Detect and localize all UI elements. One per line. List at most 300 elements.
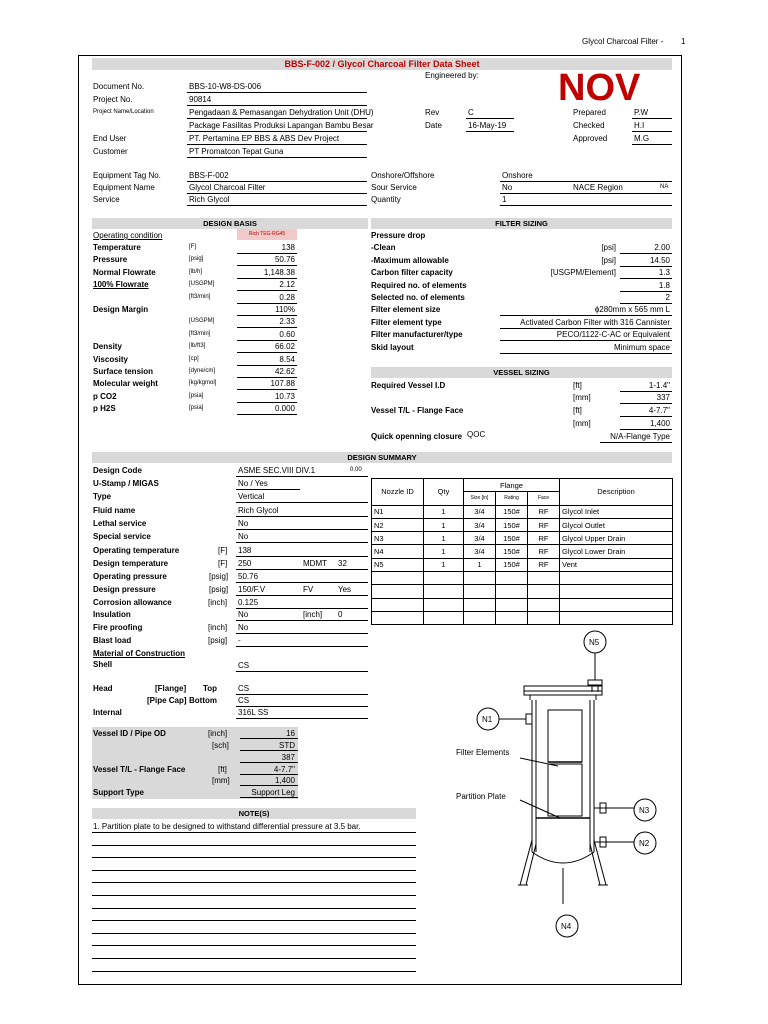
design-code-label: Design Code [93,466,142,475]
operating-press-unit: [psig] [209,572,229,581]
nozzle-id [372,585,424,598]
nozzle-size: 3/4 [464,518,496,531]
vessel-tl-ft: 4-7.7" [648,406,670,415]
nozzle-rating: 150# [496,545,528,558]
insulation-unit: [inch] [303,610,323,619]
operating-condition-label: Operating condition [93,231,163,240]
nozzle-id [372,598,424,611]
nozzle-header-size: Size [in] [464,492,496,505]
filter-sizing-unit: [USGPM/Element] [550,268,616,278]
nozzle-desc: Glycol Outlet [560,518,673,531]
nozzle-face: RF [528,558,560,571]
filter-sizing-unit: [psi] [601,243,616,253]
design-basis-unit: [psig] [189,256,204,263]
nozzle-face: RF [528,518,560,531]
design-basis-value: 1,148.38 [263,267,295,277]
nozzle-desc: Vent [560,558,673,571]
vessel-id-label: Required Vessel I.D [371,381,446,390]
design-basis-label: Surface tension [93,367,154,376]
nozzle-qty [424,585,464,598]
approved-label: Approved [573,134,608,143]
partition-plate-label: Partition Plate [456,792,506,801]
design-basis-underline [237,340,297,341]
ustamp: No / Yes [238,479,268,488]
checked: H.I [634,121,645,130]
approved: M.G [634,134,650,143]
nozzle-row [372,532,673,545]
lethal-service-label: Lethal service [93,519,147,528]
mdmt: 32 [338,559,347,568]
service-label: Service [93,195,120,204]
qoc-label: Quick openning closure [371,432,463,441]
filter-sizing-unit: [psi] [601,255,616,265]
operating-temp-label: Operating temperature [93,546,180,555]
filter-sizing-value: 2 [665,293,670,302]
design-basis-underline [237,414,297,415]
filter-sizing-underline [500,340,672,341]
nozzle-qty [424,572,464,585]
note-line [92,971,416,972]
nozzle-qty: 1 [424,545,464,558]
design-basis-value: 0.000 [274,404,295,414]
sheet-title: BBS-F-002 / Glycol Charcoal Filter Data Sheet [92,58,672,70]
nozzle-qty: 1 [424,505,464,518]
nozzle-id: N1 [372,505,424,518]
head-top-value: CS [238,684,250,693]
sour-service: No [502,183,513,192]
design-basis-unit: [cp] [189,355,199,362]
nozzle-rating: 150# [496,518,528,531]
filter-sizing-value: 1.8 [658,280,670,290]
onshore: Onshore [502,171,533,180]
design-basis-value: 2.33 [279,317,295,327]
design-basis-label: p CO2 [93,391,117,401]
nozzle-qty: 1 [424,532,464,545]
head-bottom: Bottom [189,696,217,705]
design-basis-value: 110% [275,305,295,314]
nozzle-qty: 1 [424,518,464,531]
filter-sizing-value: 14.50 [649,255,670,265]
document-no-label: Document No. [93,82,145,91]
nozzle-size: 1 [464,558,496,571]
fv: Yes [338,585,352,594]
page-number: 1 [681,37,686,46]
rev: C [468,108,474,117]
blast-load: - [238,636,241,645]
equipment-tag-label: Equipment Tag No. [93,171,161,180]
nozzle-size: 3/4 [464,505,496,518]
design-basis-unit: [ft3/min] [189,293,211,300]
corrosion-allowance-unit: [inch] [208,598,228,607]
fluid-name: Rich Glycol [238,506,279,515]
note-line [92,945,416,946]
design-basis-value: 0.60 [279,329,295,339]
filter-sizing-underline [620,266,672,267]
corrosion-allowance: 0.125 [238,598,259,607]
design-basis-underline [237,278,297,279]
service: Rich Glycol [189,195,230,204]
n5-label: N5 [589,638,600,647]
nozzle-id: N5 [372,558,424,571]
vessel-id-od-unit: [inch] [208,729,228,738]
filter-sizing-underline [500,315,672,316]
shell: CS [238,661,250,670]
design-temp-unit: [F] [218,559,228,568]
filter-sizing-value: PECO/1122-C-AC or Equivalent [556,330,670,340]
nozzle-id: N3 [372,532,424,545]
filter-sizing-label: Required no. of elements [371,280,467,290]
filter-sizing-underline [500,353,672,354]
note-line [92,908,416,909]
filter-sizing-underline [620,253,672,254]
blast-load-unit: [psig] [208,636,228,645]
n3-label: N3 [639,806,650,815]
special-service: No [238,532,249,541]
design-basis-underline [237,402,297,403]
nozzle-qty [424,611,464,624]
vessel-id-mm-unit: [mm] [573,393,591,402]
design-basis-underline [237,290,297,291]
nozzle-row [372,518,673,531]
qoc-value: N/A-Flange Type [610,432,670,441]
vessel-id-mm: 387 [281,753,295,762]
nozzle-desc: Glycol Inlet [560,505,673,518]
project-name-1: Pengadaan & Pemasangan Dehydration Unit (DHU) [189,108,374,117]
end-user: PT. Pertamina EP BBS & ABS Dev Project [189,134,340,143]
date: 16-May-19 [468,121,507,130]
equipment-tag: BBS-F-002 [189,171,229,180]
document-no: BBS-10-W8-DS-006 [189,82,262,91]
note-line [92,933,416,934]
nozzle-qty [424,598,464,611]
nozzle-row [372,598,673,611]
design-basis-value: 8.54 [279,354,295,364]
design-basis-label: Normal Flowrate [93,267,156,277]
filter-sizing-label: -Clean [371,243,396,253]
date-label: Date [425,121,442,130]
design-basis-underline [237,352,297,353]
design-basis-unit: [dyne/cm] [189,368,216,374]
design-basis-label: 100% Flowrate [93,280,149,290]
nozzle-rating: 150# [496,505,528,518]
vessel-tl-summary-label: Vessel T/L - Flange Face [93,765,186,774]
design-basis-value: 107.88 [270,379,295,389]
filter-sizing-underline [500,328,672,329]
engineered-by-label: Engineered by: [425,71,479,80]
design-press: 150/F.V [238,585,266,594]
nov-logo [556,68,674,106]
filter-sizing-value: Minimum space [613,342,670,352]
filter-sizing-value: Activated Carbon Filter with 316 Cannister [520,317,670,327]
nozzle-header-rating: Rating [496,492,528,505]
blast-load-label: Blast load [93,636,132,645]
nozzle-id [372,572,424,585]
note-line [92,857,416,858]
head-top: Top [203,684,218,693]
operating-press: 50.76 [238,572,259,581]
design-basis-unit: [kg/kgmol] [189,380,217,387]
filter-sizing-label: Pressure drop [371,231,426,240]
nozzle-qty: 1 [424,558,464,571]
nozzle-header-row [372,479,673,492]
design-basis-underline [237,315,297,316]
end-user-label: End User [93,134,127,143]
mdmt-label: MDMT [303,559,327,568]
nozzle-size [464,598,496,611]
checked-label: Checked [573,121,605,130]
design-basis-value: 138 [281,243,295,252]
operating-press-label: Operating pressure [93,572,167,581]
design-basis-unit: [lb/h] [189,268,203,275]
nozzle-size: 3/4 [464,532,496,545]
nozzle-desc [560,572,673,585]
vessel-tl-mm-unit: [mm] [573,419,591,428]
design-basis-unit: [psia] [189,392,204,399]
nace: NA [660,184,669,190]
design-summary-header: DESIGN SUMMARY [92,452,672,463]
nozzle-rating: 150# [496,558,528,571]
design-basis-underline [237,303,297,304]
nozzle-desc [560,611,673,624]
design-basis-label: Temperature [93,243,141,252]
fire-proofing-unit: [inch] [208,623,228,632]
fire-proofing: No [238,623,249,632]
fluid-name-label: Fluid name [93,506,136,515]
vessel-id-od: 16 [286,729,295,738]
insulation: No [238,610,249,619]
nozzle-rating [496,585,528,598]
vessel-tl-summary-mm-unit: [mm] [212,776,230,785]
n1-label: N1 [482,715,493,724]
nozzle-rating: 150# [496,532,528,545]
vessel-tl-summary-mm: 1,400 [274,776,295,785]
customer-label: Customer [93,147,128,156]
vessel-id-ft: 1-1.4" [648,381,670,390]
nozzle-size [464,572,496,585]
logo-text: NOV [558,68,641,106]
nozzle-rating [496,598,528,611]
internal: 316L SS [238,708,269,717]
design-basis-label: Viscosity [93,354,128,364]
vessel-drawing [450,630,680,950]
n2-label: N2 [639,839,650,848]
design-basis-value: 66.02 [274,342,295,352]
filter-sizing-underline [620,278,672,279]
moc-label: Material of Construction [93,649,186,658]
head-flange: [Flange] [155,684,187,693]
nozzle-id: N4 [372,545,424,558]
design-code-extra: 0.00 [350,467,362,473]
nozzle-size: 3/4 [464,545,496,558]
design-basis-underline [237,365,297,366]
design-basis-value: 42.62 [274,367,295,376]
note-line [92,870,416,871]
note-line [92,920,416,921]
design-basis-label: Density [93,342,122,352]
design-basis-label: Design Margin [93,305,149,314]
nozzle-face [528,611,560,624]
filter-elements-label: Filter Elements [456,748,510,757]
nozzle-row [372,545,673,558]
design-basis-label: p H2S [93,404,116,414]
vessel-sizing-header: VESSEL SIZING [371,367,672,378]
design-basis-underline [237,377,297,378]
fluid-tag: Rich TEG-RG45 [237,229,297,240]
sch: STD [279,741,295,750]
head-bottom-value: CS [238,696,250,705]
design-basis-unit: [USGPM] [189,281,215,288]
vessel-tl-ft-unit: [ft] [573,406,582,415]
nozzle-rating [496,572,528,585]
ustamp-label: U-Stamp / MIGAS [93,479,159,488]
filter-sizing-header: FILTER SIZING [371,218,672,229]
head-label: Head [93,684,113,693]
nace-label: NACE Region [573,183,623,192]
nozzle-face: RF [528,505,560,518]
type: Vertical [238,492,265,501]
filter-sizing-value: ɸ280mm x 565 mm L [594,305,670,315]
shell-label: Shell [93,660,113,669]
internal-label: Internal [93,708,122,717]
support-type: Support Leg [251,788,295,797]
filter-sizing-label: Filter manufacturer/type [371,330,463,340]
insulation-value: 0 [338,610,343,619]
qoc-abbr: QOC [467,430,486,439]
design-code: ASME SEC.VIII DIV.1 [238,466,316,475]
nozzle-face: RF [528,532,560,545]
vessel-id-od-label: Vessel ID / Pipe OD [93,729,166,738]
design-basis-label: Molecular weight [93,379,158,389]
filter-sizing-value: 1.3 [658,268,670,278]
nozzle-face [528,572,560,585]
sour-service-label: Sour Service [371,183,417,192]
page-header: Glycol Charcoal Filter - [582,37,664,46]
nozzle-id: N2 [372,518,424,531]
nozzle-size [464,585,496,598]
sch-unit: [sch] [212,741,229,750]
special-service-label: Special service [93,532,151,541]
design-basis-underline [237,327,297,328]
design-temp: 250 [238,559,252,568]
design-basis-underline [237,389,297,390]
nozzle-header-face: Face [528,492,560,505]
note-line [92,958,416,959]
fire-proofing-label: Fire proofing [93,623,143,632]
note-1: 1. Partition plate to be designed to withstand differential pressure at 3.5 bar. [93,822,361,831]
nozzle-header-desc: Description [560,479,673,506]
nozzle-rating [496,611,528,624]
customer: PT Promatcon Tepat Guna [189,147,284,156]
filter-sizing-label: Filter element type [371,317,442,327]
nozzle-row [372,572,673,585]
n4-label: N4 [561,922,572,931]
design-basis-header: DESIGN BASIS [92,218,368,229]
nozzle-desc [560,585,673,598]
corrosion-allowance-label: Corrosion allowance [93,598,172,607]
note-line [92,882,416,883]
filter-sizing-label: Carbon filter capacity [371,268,453,278]
filter-sizing-label: Skid layout [371,342,414,352]
vessel-tl-summary-ft: 4-7.7" [273,765,295,774]
filter-sizing-underline [620,303,672,304]
design-basis-unit: [ft3/min] [189,330,211,337]
nozzle-table [371,478,673,625]
operating-temp: 138 [238,546,252,555]
design-temp-label: Design temperature [93,559,169,568]
note-line [92,845,416,846]
design-basis-underline [237,265,297,266]
nozzle-id [372,611,424,624]
rev-label: Rev [425,108,440,117]
fv-label: FV [303,585,314,594]
operating-temp-unit: [F] [218,546,228,555]
equipment-name-label: Equipment Name [93,183,155,192]
nozzle-desc [560,598,673,611]
vessel-id-mm: 337 [656,393,670,402]
filter-sizing-value: 2.00 [654,243,670,253]
head-pipecap: [Pipe Cap] [147,696,187,705]
quantity-label: Quantity [371,195,401,204]
nozzle-row [372,611,673,624]
nozzle-row [372,505,673,518]
prepared: P.W [634,108,649,117]
project-name-2: Package Fasilitas Produksi Lapangan Bambu Besar [189,121,374,130]
filter-sizing-label: Selected no. of elements [371,293,465,302]
nozzle-header-flange: Flange [464,479,560,492]
design-basis-value: 10.73 [274,391,295,401]
design-basis-unit: [USGPM] [189,318,215,325]
onshore-label: Onshore/Offshore [371,171,435,180]
filter-sizing-underline [620,291,672,292]
nozzle-face: RF [528,545,560,558]
support-type-label: Support Type [93,788,144,797]
nozzle-size [464,611,496,624]
vessel-id-ft-unit: [ft] [573,381,582,390]
nozzle-face [528,598,560,611]
project-no: 90814 [189,95,212,104]
vessel-tl-label: Vessel T/L - Flange Face [371,406,464,415]
design-basis-label: Pressure [93,255,128,265]
nozzle-desc: Glycol Upper Drain [560,532,673,545]
design-basis-value: 0.28 [279,292,295,302]
design-basis-value: 50.76 [274,255,295,265]
nozzle-row [372,558,673,571]
vessel-tl-summary-ft-unit: [ft] [218,765,227,774]
notes-header: NOTE(S) [92,808,416,819]
nozzle-header-id: Nozzle ID [372,479,424,506]
nozzle-face [528,585,560,598]
design-basis-unit: [psia] [189,405,204,412]
vessel-tl-mm: 1,400 [649,419,670,428]
filter-sizing-label: -Maximum allowable [371,255,449,265]
design-press-unit: [psig] [209,585,229,594]
note-line [92,832,416,833]
prepared-label: Prepared [573,108,606,117]
filter-sizing-label: Filter element size [371,305,441,315]
type-label: Type [93,492,112,501]
quantity: 1 [502,195,507,204]
nozzle-row [372,585,673,598]
design-basis-underline [237,253,297,254]
equipment-name: Glycol Charcoal Filter [189,183,266,192]
design-basis-unit: [lb/ft3] [189,343,206,350]
nozzle-desc: Glycol Lower Drain [560,545,673,558]
note-line [92,895,416,896]
design-basis-unit: [F] [189,244,196,250]
insulation-label: Insulation [93,610,131,619]
design-press-label: Design pressure [93,585,156,594]
project-name-label: Project Name/Location [93,109,154,115]
